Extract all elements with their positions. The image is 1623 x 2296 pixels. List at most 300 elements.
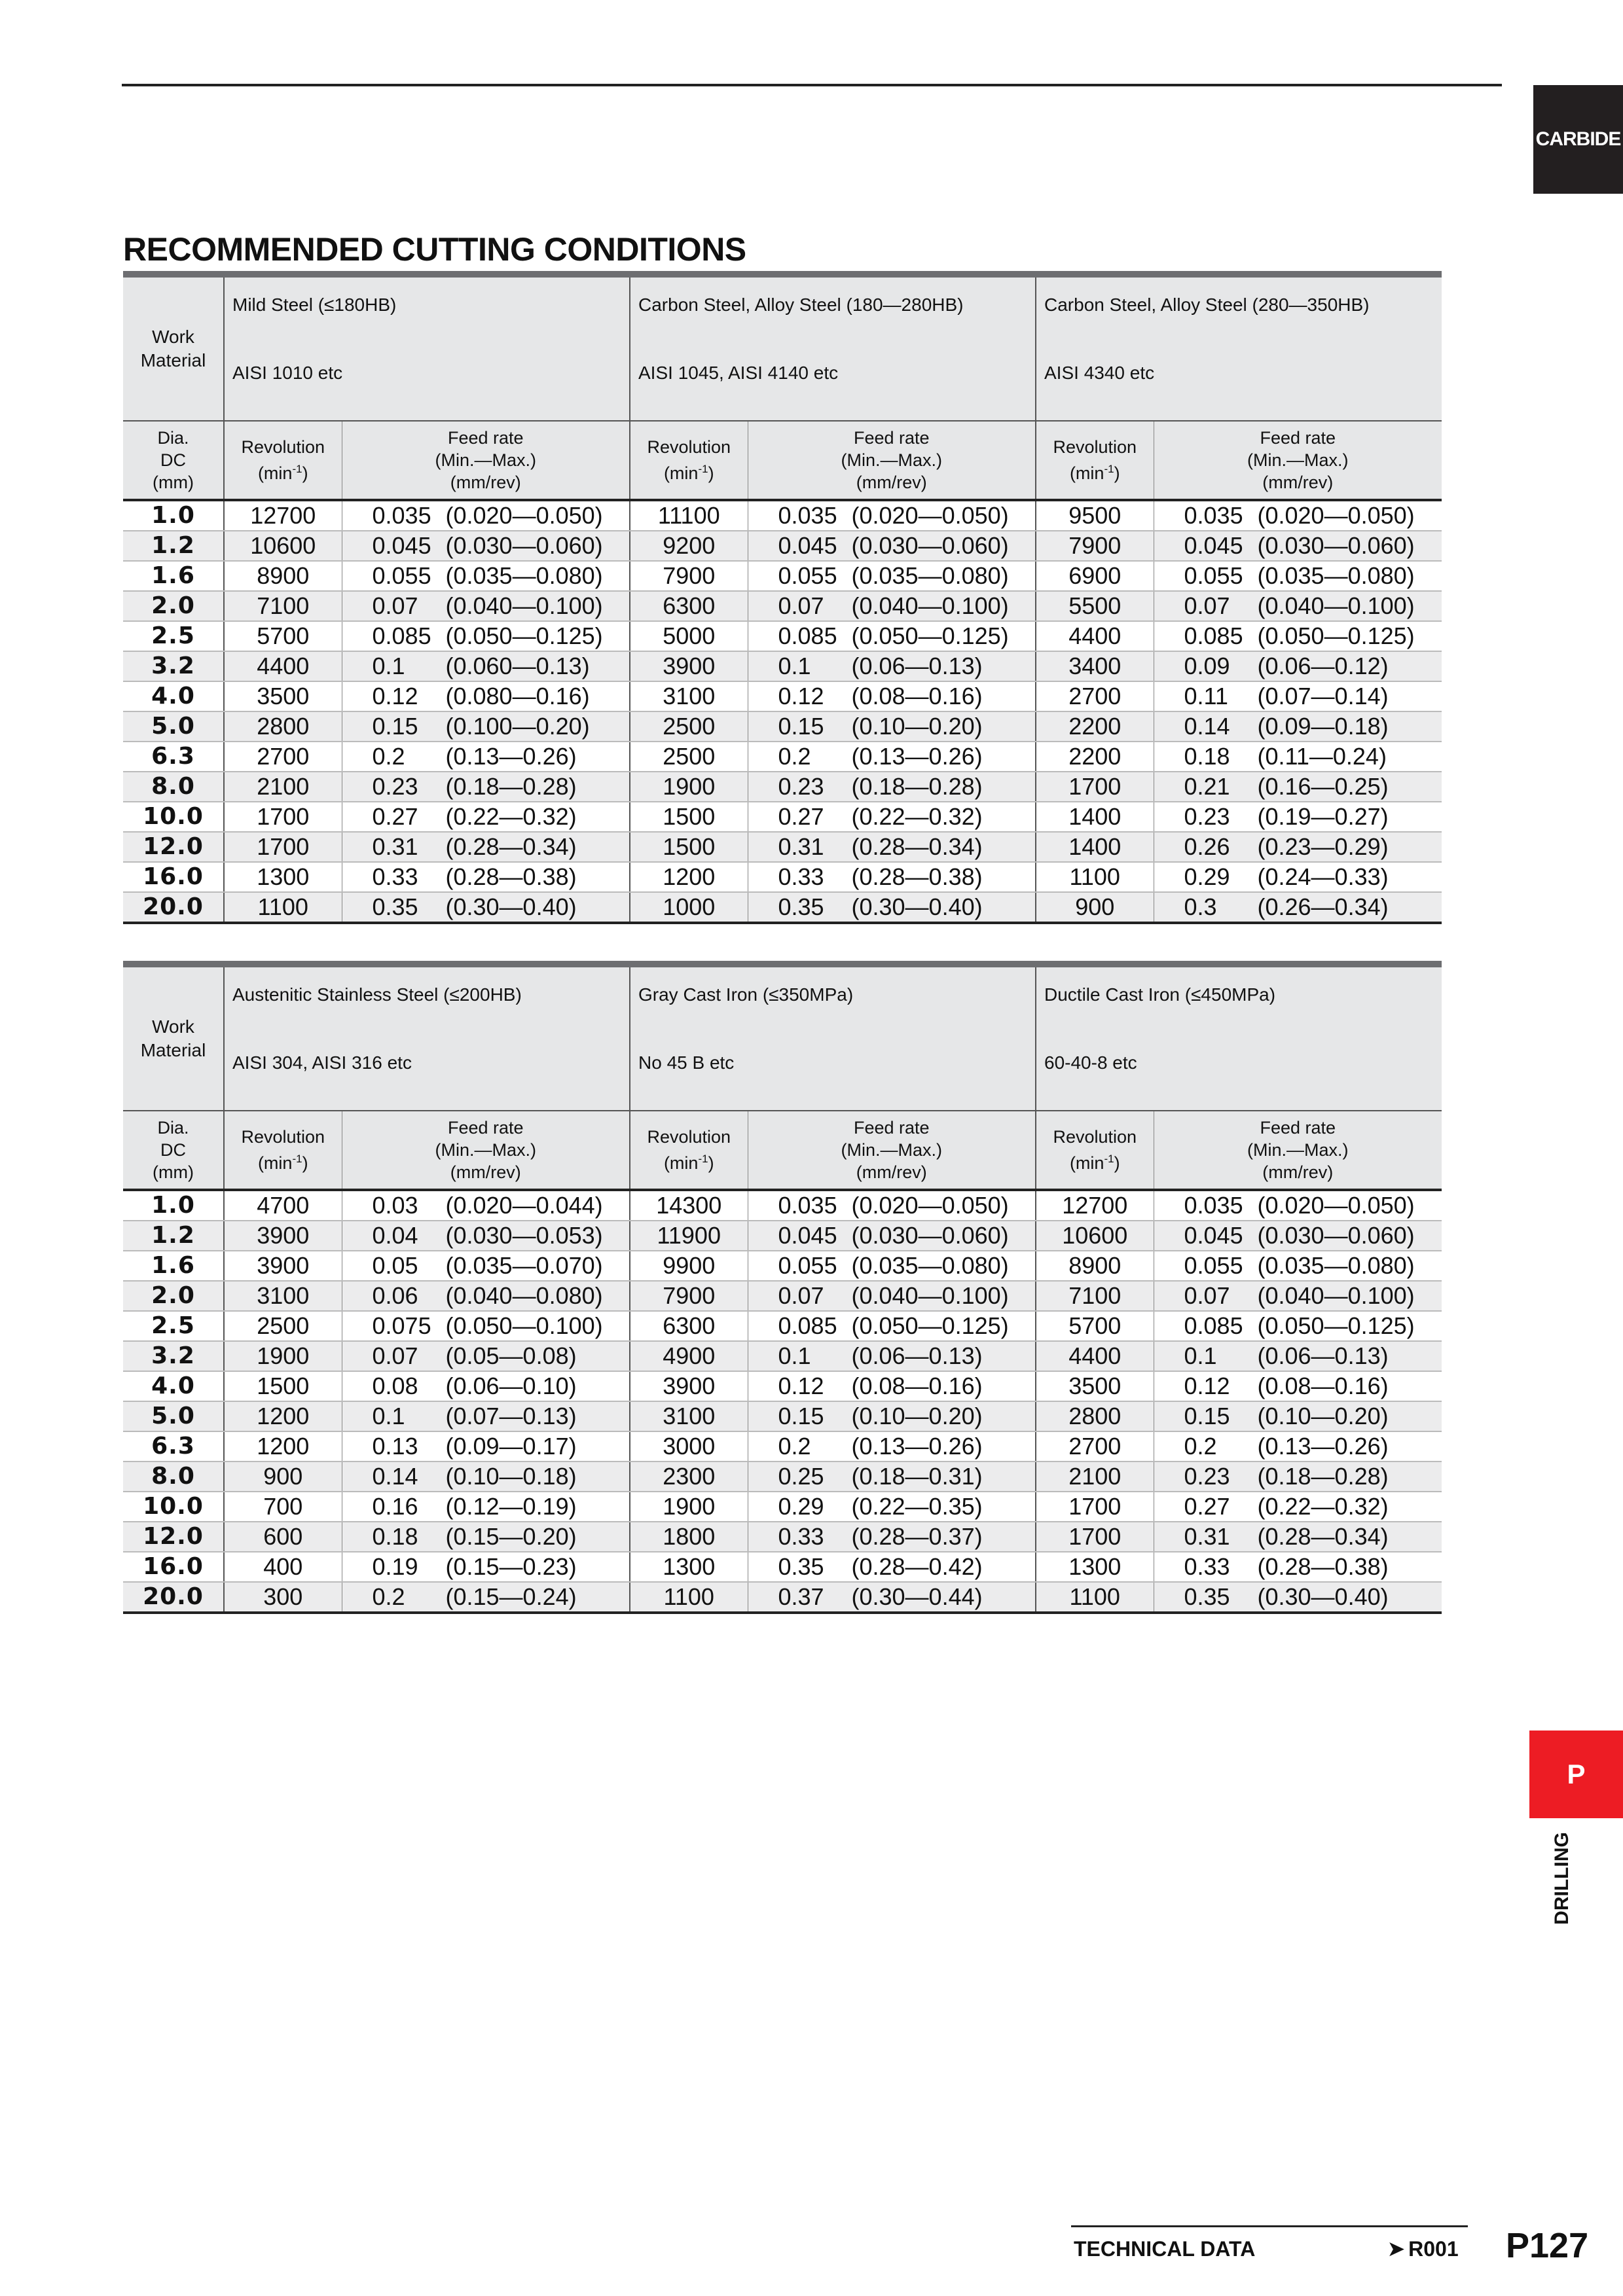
revolution-value: 1100 [630,1582,748,1613]
feed-rate-cell [342,1522,630,1552]
dia-value: 3.2 [123,651,224,681]
cutting-conditions-table-steel [123,271,1442,924]
material-header-row [123,964,1442,1111]
feed-rate-value: 0.31 [1184,1523,1230,1550]
revolution-value: 400 [224,1552,342,1582]
revolution-value: 2700 [1036,681,1154,711]
revolution-value: 1400 [1036,832,1154,862]
revolution-value: 7900 [630,561,748,591]
feed-rate-cell [1154,621,1442,651]
feed-rate-value: 0.055 [372,562,431,589]
feed-rate-range: (0.18—0.28) [851,773,983,800]
feed-rate-range: (0.020—0.044) [445,1192,603,1219]
table-row [123,561,1442,591]
feed-rate-value: 0.27 [1184,1493,1230,1520]
feed-rate-cell [748,621,1036,651]
feed-rate-range: (0.28—0.42) [851,1553,983,1580]
feed-rate-cell [1154,561,1442,591]
dia-header: Dia. DC (mm) [123,421,224,500]
revolution-header: Revolution $(\min^{-1})$ [1036,421,1154,500]
table-row [123,1431,1442,1462]
feed-rate-value: 0.25 [778,1463,824,1490]
material-header [1036,274,1442,421]
feed-rate-cell [342,1221,630,1251]
feed-rate-value: 0.035 [778,1192,837,1219]
material-grade: No 45 B etc [638,1052,735,1073]
table-row [123,1341,1442,1371]
feed-rate-cell [342,1401,630,1431]
feed-rate-range: (0.15—0.20) [445,1523,577,1550]
feed-rate-cell [1154,651,1442,681]
revolution-value: 8900 [224,561,342,591]
feed-rate-header: Feed rate (Min.—Max.) (mm/rev) [1154,1111,1442,1190]
feed-rate-value: 0.2 [372,743,405,770]
feed-rate-cell [342,1190,630,1221]
feed-rate-cell [342,561,630,591]
revolution-value: 9900 [630,1251,748,1281]
feed-rate-range: (0.030—0.060) [445,532,603,559]
feed-rate-range: (0.11—0.24) [1257,743,1387,770]
feed-rate-range: (0.080—0.16) [445,683,590,709]
feed-rate-range: (0.28—0.38) [1257,1553,1389,1580]
revolution-value: 7100 [224,591,342,621]
dia-value: 2.5 [123,621,224,651]
revolution-value: 4400 [1036,1341,1154,1371]
revolution-value: 10600 [224,531,342,561]
feed-rate-cell [748,1281,1036,1311]
feed-rate-range: (0.13—0.26) [1257,1433,1389,1460]
material-header [1036,964,1442,1111]
feed-rate-range: (0.020—0.050) [1257,1192,1415,1219]
revolution-value: 1200 [224,1431,342,1462]
feed-rate-cell [342,1251,630,1281]
feed-rate-cell [748,1311,1036,1341]
feed-rate-range: (0.030—0.060) [1257,532,1415,559]
revolution-value: 12700 [224,500,342,531]
feed-rate-range: (0.06—0.10) [445,1372,577,1399]
revolution-value: 3900 [224,1221,342,1251]
table-row [123,1251,1442,1281]
table-row [123,651,1442,681]
revolution-value: 5500 [1036,591,1154,621]
feed-rate-range: (0.12—0.19) [445,1493,577,1520]
revolution-value: 11900 [630,1221,748,1251]
feed-rate-cell [748,862,1036,892]
feed-rate-cell [1154,1522,1442,1552]
table-row [123,1401,1442,1431]
feed-rate-value: 0.15 [778,713,824,740]
revolution-value: 3000 [630,1431,748,1462]
revolution-value: 600 [224,1522,342,1552]
feed-rate-value: 0.045 [778,532,837,559]
dia-value: 1.2 [123,531,224,561]
feed-rate-range: (0.020—0.050) [851,1192,1009,1219]
feed-rate-value: 0.19 [372,1553,418,1580]
material-header [224,274,630,421]
feed-rate-cell [342,742,630,772]
feed-rate-range: (0.09—0.18) [1257,713,1389,740]
table-row [123,1582,1442,1613]
dia-value: 2.0 [123,591,224,621]
feed-rate-value: 0.3 [1184,893,1217,920]
feed-rate-value: 0.035 [778,502,837,529]
feed-rate-range: (0.06—0.13) [851,1342,983,1369]
table-row [123,1462,1442,1492]
revolution-header: Revolution $(\min^{-1})$ [224,421,342,500]
revolution-value: 700 [224,1492,342,1522]
revolution-value: 2200 [1036,742,1154,772]
feed-rate-header: Feed rate (Min.—Max.) (mm/rev) [748,421,1036,500]
feed-rate-value: 0.08 [372,1372,418,1399]
revolution-value: 2500 [630,742,748,772]
feed-rate-range: (0.06—0.13) [851,653,983,679]
feed-rate-value: 0.15 [1184,1403,1230,1429]
feed-rate-value: 0.1 [372,1403,405,1429]
feed-rate-value: 0.27 [372,803,418,830]
table-row [123,1281,1442,1311]
feed-rate-range: (0.30—0.40) [445,893,577,920]
feed-rate-range: (0.10—0.20) [851,1403,983,1429]
dia-value: 20.0 [123,1582,224,1613]
feed-rate-cell [1154,1401,1442,1431]
feed-rate-cell [342,1492,630,1522]
revolution-value: 1200 [630,862,748,892]
feed-rate-value: 0.09 [1184,653,1230,679]
footer-rule [1071,2225,1468,2227]
dia-value: 2.0 [123,1281,224,1311]
feed-rate-value: 0.18 [1184,743,1230,770]
feed-rate-range: (0.13—0.26) [445,743,577,770]
feed-rate-value: 0.06 [372,1282,418,1309]
feed-rate-range: (0.030—0.060) [851,532,1009,559]
revolution-value: 1200 [224,1401,342,1431]
dia-value: 20.0 [123,892,224,923]
feed-rate-range: (0.10—0.20) [1257,1403,1389,1429]
feed-rate-value: 0.2 [778,743,811,770]
table-row [123,1371,1442,1401]
feed-rate-range: (0.30—0.40) [851,893,983,920]
feed-rate-range: (0.040—0.100) [1257,1282,1415,1309]
revolution-value: 4400 [1036,621,1154,651]
footer-reference: R001 [1408,2237,1459,2261]
feed-rate-cell [748,1582,1036,1613]
feed-rate-value: 0.33 [778,1523,824,1550]
feed-rate-value: 0.055 [778,1252,837,1279]
table-row [123,591,1442,621]
feed-rate-cell [1154,862,1442,892]
revolution-value: 2800 [1036,1401,1154,1431]
dia-value: 10.0 [123,1492,224,1522]
feed-rate-cell [1154,681,1442,711]
feed-rate-range: (0.13—0.26) [851,1433,983,1460]
material-name: Carbon Steel, Alloy Steel (280—350HB) [1044,295,1370,315]
feed-rate-cell [748,802,1036,832]
feed-rate-range: (0.050—0.125) [851,1312,1009,1339]
revolution-value: 2100 [224,772,342,802]
dia-value: 1.0 [123,1190,224,1221]
feed-rate-cell [1154,1492,1442,1522]
feed-rate-range: (0.035—0.080) [1257,1252,1415,1279]
revolution-value: 900 [224,1462,342,1492]
feed-rate-range: (0.060—0.13) [445,653,590,679]
feed-rate-value: 0.035 [1184,502,1243,529]
revolution-value: 1100 [1036,862,1154,892]
feed-rate-value: 0.35 [778,893,824,920]
feed-rate-value: 0.07 [1184,1282,1230,1309]
feed-rate-value: 0.26 [1184,833,1230,860]
feed-rate-value: 0.29 [1184,863,1230,890]
carbide-tab[interactable]: CARBIDE [1533,85,1623,194]
feed-rate-value: 0.07 [778,1282,824,1309]
feed-rate-range: (0.030—0.053) [445,1222,603,1249]
feed-rate-range: (0.10—0.20) [851,713,983,740]
feed-rate-value: 0.23 [372,773,418,800]
feed-rate-range: (0.040—0.100) [851,1282,1009,1309]
revolution-value: 3100 [630,681,748,711]
feed-rate-cell [342,1371,630,1401]
feed-rate-range: (0.08—0.16) [1257,1372,1389,1399]
revolution-value: 3900 [630,651,748,681]
feed-rate-value: 0.16 [372,1493,418,1520]
revolution-value: 1500 [224,1371,342,1401]
material-grade: AISI 304, AISI 316 etc [232,1052,412,1073]
feed-rate-value: 0.37 [778,1583,824,1610]
revolution-value: 6300 [630,591,748,621]
feed-rate-range: (0.05—0.08) [445,1342,577,1369]
feed-rate-range: (0.22—0.32) [851,803,983,830]
revolution-value: 2800 [224,711,342,742]
revolution-value: 2700 [1036,1431,1154,1462]
feed-rate-cell [342,832,630,862]
feed-rate-value: 0.2 [372,1583,405,1610]
feed-rate-cell [1154,772,1442,802]
feed-rate-cell [748,1462,1036,1492]
feed-rate-cell [748,892,1036,923]
table-row [123,892,1442,923]
feed-rate-range: (0.020—0.050) [1257,502,1415,529]
revolution-header: Revolution $(\min^{-1})$ [1036,1111,1154,1190]
dia-value: 16.0 [123,862,224,892]
feed-rate-range: (0.040—0.100) [1257,592,1415,619]
table-row [123,531,1442,561]
column-header-row [123,1111,1442,1190]
dia-value: 5.0 [123,1401,224,1431]
feed-rate-cell [748,1190,1036,1221]
feed-rate-range: (0.23—0.29) [1257,833,1389,860]
feed-rate-range: (0.15—0.23) [445,1553,577,1580]
feed-rate-range: (0.030—0.060) [851,1222,1009,1249]
feed-rate-cell [1154,742,1442,772]
feed-rate-cell [342,1582,630,1613]
feed-rate-value: 0.085 [778,622,837,649]
feed-rate-value: 0.1 [778,1342,811,1369]
feed-rate-cell [1154,892,1442,923]
revolution-value: 1700 [1036,1492,1154,1522]
revolution-value: 2500 [630,711,748,742]
feed-rate-cell [748,1552,1036,1582]
feed-rate-cell [1154,1341,1442,1371]
dia-value: 1.6 [123,561,224,591]
category-tab-p[interactable]: P [1529,1731,1623,1818]
table-row [123,772,1442,802]
material-name: Austenitic Stainless Steel (≤200HB) [232,984,522,1005]
arrow-right-icon: ➤ [1388,2238,1405,2260]
feed-rate-cell [748,742,1036,772]
feed-rate-cell [1154,1431,1442,1462]
material-grade: AISI 1010 etc [232,363,343,383]
feed-rate-cell [748,1522,1036,1552]
feed-rate-range: (0.100—0.20) [445,713,590,740]
feed-rate-cell [1154,591,1442,621]
revolution-value: 1700 [224,802,342,832]
page-number: P127 [1506,2226,1589,2265]
revolution-value: 1800 [630,1522,748,1552]
dia-value: 5.0 [123,711,224,742]
feed-rate-cell [1154,802,1442,832]
table-row [123,742,1442,772]
feed-rate-cell [342,531,630,561]
revolution-value: 3400 [1036,651,1154,681]
material-header [630,274,1036,421]
revolution-value: 1500 [630,832,748,862]
feed-rate-cell [1154,1221,1442,1251]
feed-rate-range: (0.28—0.34) [1257,1523,1389,1550]
material-header [224,964,630,1111]
feed-rate-value: 0.33 [1184,1553,1230,1580]
feed-rate-cell [1154,1281,1442,1311]
feed-rate-cell [1154,1251,1442,1281]
cutting-conditions-table-stainless-cast-iron [123,961,1442,1614]
dia-header: Dia. DC (mm) [123,1111,224,1190]
revolution-value: 2500 [224,1311,342,1341]
revolution-value: 3500 [1036,1371,1154,1401]
feed-rate-cell [748,1251,1036,1281]
feed-rate-cell [748,1492,1036,1522]
feed-rate-range: (0.020—0.050) [445,502,603,529]
feed-rate-cell [748,1341,1036,1371]
feed-rate-range: (0.30—0.44) [851,1583,983,1610]
material-name: Mild Steel (≤180HB) [232,295,397,315]
revolution-value: 1000 [630,892,748,923]
revolution-value: 3500 [224,681,342,711]
feed-rate-value: 0.055 [1184,1252,1243,1279]
dia-value: 4.0 [123,681,224,711]
feed-rate-range: (0.035—0.080) [1257,562,1415,589]
material-name: Carbon Steel, Alloy Steel (180—280HB) [638,295,964,315]
feed-rate-value: 0.2 [1184,1433,1217,1460]
feed-rate-cell [1154,531,1442,561]
footer-technical-data: TECHNICAL DATA [1074,2237,1256,2261]
feed-rate-value: 0.045 [778,1222,837,1249]
feed-rate-range: (0.08—0.16) [851,683,983,709]
feed-rate-value: 0.12 [778,1372,824,1399]
feed-rate-cell [342,711,630,742]
revolution-value: 3900 [630,1371,748,1401]
feed-rate-range: (0.22—0.32) [445,803,577,830]
column-header-row [123,421,1442,500]
feed-rate-range: (0.035—0.080) [851,562,1009,589]
feed-rate-cell [342,1431,630,1462]
work-material-header: Work Material [123,274,224,421]
dia-value: 4.0 [123,1371,224,1401]
revolution-value: 6900 [1036,561,1154,591]
revolution-value: 1900 [630,1492,748,1522]
feed-rate-cell [342,621,630,651]
feed-rate-range: (0.22—0.35) [851,1493,983,1520]
revolution-value: 1900 [224,1341,342,1371]
feed-rate-value: 0.23 [1184,803,1230,830]
feed-rate-cell [748,1371,1036,1401]
table-row [123,711,1442,742]
feed-rate-cell [1154,832,1442,862]
feed-rate-range: (0.18—0.31) [851,1463,983,1490]
revolution-value: 4900 [630,1341,748,1371]
feed-rate-range: (0.07—0.14) [1257,683,1389,709]
feed-rate-cell [342,1281,630,1311]
feed-rate-cell [748,561,1036,591]
revolution-value: 12700 [1036,1190,1154,1221]
feed-rate-cell [748,500,1036,531]
feed-rate-value: 0.35 [372,893,418,920]
revolution-value: 10600 [1036,1221,1154,1251]
feed-rate-value: 0.21 [1184,773,1230,800]
feed-rate-range: (0.28—0.37) [851,1523,983,1550]
category-label-drilling: DRILLING [1551,1832,1573,1925]
revolution-value: 5700 [224,621,342,651]
feed-rate-cell [342,500,630,531]
feed-rate-header: Feed rate (Min.—Max.) (mm/rev) [342,1111,630,1190]
revolution-value: 2200 [1036,711,1154,742]
feed-rate-cell [748,1221,1036,1251]
feed-rate-range: (0.28—0.34) [445,833,577,860]
revolution-value: 4700 [224,1190,342,1221]
feed-rate-value: 0.1 [778,653,811,679]
feed-rate-value: 0.07 [372,592,418,619]
feed-rate-value: 0.1 [372,653,405,679]
feed-rate-value: 0.035 [1184,1192,1243,1219]
footer-reference-link[interactable] [1388,2237,1459,2261]
feed-rate-range: (0.18—0.28) [445,773,577,800]
revolution-value: 3100 [630,1401,748,1431]
feed-rate-cell [342,651,630,681]
material-grade: 60-40-8 etc [1044,1052,1137,1073]
feed-rate-cell [342,1552,630,1582]
revolution-value: 1300 [224,862,342,892]
feed-rate-value: 0.03 [372,1192,418,1219]
feed-rate-range: (0.040—0.080) [445,1282,603,1309]
page-title: RECOMMENDED CUTTING CONDITIONS [123,231,746,268]
feed-rate-range: (0.13—0.26) [851,743,983,770]
feed-rate-cell [748,1431,1036,1462]
feed-rate-value: 0.11 [1184,683,1228,709]
dia-value: 12.0 [123,832,224,862]
feed-rate-cell [1154,500,1442,531]
feed-rate-value: 0.15 [778,1403,824,1429]
feed-rate-cell [1154,1371,1442,1401]
feed-rate-value: 0.07 [1184,592,1230,619]
revolution-header: Revolution $(\min^{-1})$ [630,1111,748,1190]
feed-rate-cell [1154,1552,1442,1582]
feed-rate-range: (0.22—0.32) [1257,1493,1389,1520]
feed-rate-value: 0.23 [778,773,824,800]
feed-rate-cell [748,1401,1036,1431]
dia-value: 10.0 [123,802,224,832]
feed-rate-cell [342,1311,630,1341]
revolution-value: 5000 [630,621,748,651]
feed-rate-value: 0.085 [778,1312,837,1339]
feed-rate-range: (0.28—0.38) [445,863,577,890]
revolution-value: 300 [224,1582,342,1613]
